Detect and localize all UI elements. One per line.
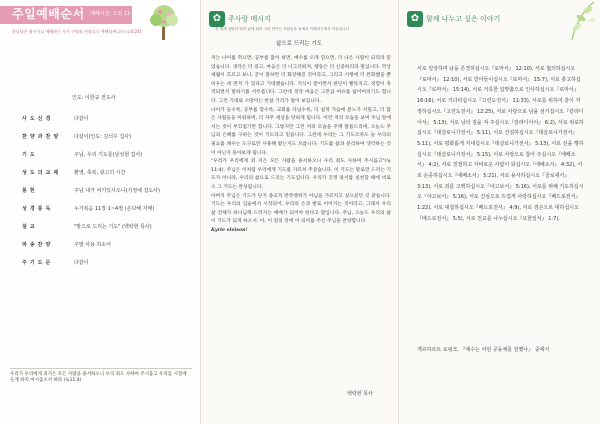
verse-text: 우리가 우리에게 죄지은 모든 사람을 용서하오니 우리 죄도 사하여 주시옵고 우리를 시험에 들게 하지 마시옵소서 하라 (눅11:4) xyxy=(10,368,192,384)
order-row xyxy=(22,169,194,187)
order-label: 설교 xyxy=(22,224,38,230)
leaf-branch-icon xyxy=(554,0,600,46)
sprout-icon: ✿ xyxy=(209,11,225,27)
order-value: 누가복음 11장 1~4절 (손다해 자매) xyxy=(74,206,155,212)
order-row xyxy=(22,241,194,259)
header-subtitle: 하나님은 영이시니 예배하는 자가 신령과 진정으로 예배할찌니라 (요4:24) xyxy=(12,29,142,34)
order-row xyxy=(22,259,194,277)
sermon-paragraph: "우리가 우리에게 죄 지은 모든 사람을 용서하오니 우리 죄도 사하여 주시옵고"(눅11:4). 주님은 이처럼 우리에게 기도를 가르쳐 주셨습니다. 이 기도는 말로만 드리는 기도가 아니라, 우리의 삶으로 드리는 기도입니다. 우리가 진정 용서를 실천할 때에 비로소 그 기도는 완성됩니다. xyxy=(211,159,391,190)
order-value: 환영, 축복, 광고의 시간 xyxy=(74,170,126,176)
order-value: 다같이 xyxy=(74,116,89,122)
header-banner xyxy=(0,0,200,44)
sermon-paragraph: 아버지 주님은 기도가 단지 종교적 반복행위가 아님을 가르치고 싶으셨던 것 같습니다. 기도는 우리의 입술에서 시작되어, 우리의 손과 발로 이어지는 것이라고, 그래서 우리 삶 전체가 하나님께 드려지는 예배가 되어야 한다고 말입니다. 주님, 오늘도 우리의 삶이 기도가 되게 하소서. 아, 이 길의 앞에 이 의미를 주신 주님을 찬양합니다. xyxy=(211,193,391,225)
sermon-paragraph: 저는 나이를 먹으면, 공부를 많이 하면, 예수를 오래 믿으면, 더 나은 사람이 되리라 믿었습니다. 생각은 더 깊고, 마음은 더 너그러워져, 행동은 더 신중하리라 말입니다. 막상 세월이 흐르고 보니, 굳이 말하면 더 화장해진 것이라고, 그리고 시행에 더 완화했을 뿐 비우는 데 먼저 가 있다고 기대했습니다. 지식이 쌓이면서 판단이 빨라지고, 경험이 축적되면서 말하기를 서두릅니다. 그런데 정작 마음은 그만큼 여유를 잃어버리기도 합니다. 그런 기대와 소망이는 한참 거리가 멀어 보입니다. xyxy=(211,56,391,104)
sermon-closing: Kyrie eleison! xyxy=(211,227,248,233)
sharing-panel xyxy=(399,0,600,424)
order-row xyxy=(22,187,194,205)
sharing-paragraph: 서로 일앙하며 남을 존경하십시오『로마서』 12:10), 서로 협의하십시오『로마서』 12:10), 서로 받아들이십시오『로마서』 15:7), 서로 충고하십시오『로마서』 15:14), 서로 거룩한 입맞춤으로 인사하십시오『로마서』 16:16), 서로 기다리십시오『고린도전서』 11:33), 서로를 위하여 같이 걱정하십시오『고린도전서』 12:25), 서로 사랑으로 남을 섬기십시오『갈라디아서』 5:13), 서로 남의 짐을 져 주십시오『갈라디아서』 6:2), 서로 위로하십시오『데살로니가전서』 5:11), 서로 건설하십시오『데살로니가전서』 5:11), 서로 평화롭게 지내십시오『데살로니가전서』 5:13), 서로 선을 행하십시오『데살로니가전서』 5:15), 서로 사랑으로 참아 주십시오『에베소서』 4:2), 서로 친절하고 자비로운 사람이 되십시오『에베소서』 4:32), 서로 순종하십시오『에베소서』 5:21), 서로 용서하십시오『골로새서』 3:13), 서로 죄를 고백하십시오『야고보서』 5:16), 서로를 위해 기도하십시오『야고보서』 5:16), 서로 진심으로 뜨겁게 사랑하십시오『베드로전서』 1:22), 서로 대접하십시오『베드로전서』 4:9), 서로 겸손으로 대하십시오『베드로전서』 5:5), 서로 친교를 나누십시오『요한일서』 1:7). xyxy=(417,66,584,222)
worship-leader: 인도: 이한규 전도사 xyxy=(72,95,116,101)
order-row xyxy=(22,133,194,151)
order-value: 다같이(인도: 김석우 집사) xyxy=(74,134,132,140)
order-label: 성도의교제 xyxy=(22,170,62,176)
sermon-subheading: 전 세계 열방과 영과 삶에 위하 고리 만이든 사람들을 돌에서 이해하는에서 이상입니다 xyxy=(215,27,350,31)
order-value: 다같이 xyxy=(74,260,89,266)
sermon-signature: 백락현 목사 xyxy=(347,391,373,397)
sermon-body xyxy=(211,55,391,235)
sprout-icon: ✿ xyxy=(407,11,423,27)
scripture-verse xyxy=(10,368,192,384)
order-label: 사도신경 xyxy=(22,116,54,122)
order-row xyxy=(22,205,194,223)
order-label: 봉헌 xyxy=(22,188,38,194)
worship-time: 예배시간: 오전 11시 xyxy=(90,11,136,17)
page-title: 주일예배순서 xyxy=(12,7,85,21)
order-value: "말으로 드리는 기도" (백락현 목사) xyxy=(74,224,152,230)
sermon-heading xyxy=(209,8,271,27)
sharing-body xyxy=(417,64,585,225)
sermon-title: 삶으로 드리는 기도 xyxy=(275,41,322,47)
tree-icon xyxy=(146,2,182,42)
order-value: 주발 사용 하소서 xyxy=(74,242,111,248)
order-row xyxy=(22,115,194,133)
order-label: 성경봉독 xyxy=(22,206,54,212)
order-value: 주님 내가 여기있사오니(지정예 집도사) xyxy=(74,188,160,194)
sermon-panel xyxy=(201,0,397,424)
worship-order-panel xyxy=(0,0,200,424)
worship-order-list xyxy=(22,115,194,277)
sermon-paragraph: 나이가 들수록, 공부를 할수록, 교회를 다닐수록, 더 쉽게 가슴에 분노가 치밀고, 더 많은 사람들을 미워하며, 더 자주 세상을 탓하게 됩니다. 이런 저의 모습을 보며 주님 앞에 서는 것이 부끄럽기만 합니다. 그렇지만 그런 저의 모습을 주께 말씀드리며, 오늘도 주님의 은혜를 구하는 것이 기도라고 믿습니다. 그런데 우리는 그 기도조차도 늘 우리의 필요를 채우는 도구로만 사용해 왔는지도 모릅니다. 기도를 삶과 분리하여 생각하는 것이 아닌지 돌아보게 됩니다. xyxy=(211,107,391,156)
order-value: 주님, 우리 기도를(남성현 집사) xyxy=(74,152,143,158)
order-row xyxy=(22,151,194,169)
sharing-heading-text: 함께 나누고 싶은 이야기 xyxy=(426,14,501,23)
order-label: 주기도문 xyxy=(22,260,54,266)
sharing-source: 게르하르트 로핑크, 『예수는 어떤 공동체를 원했나』 중에서 xyxy=(417,347,550,353)
order-label: 파송찬양 xyxy=(22,242,54,248)
sharing-heading xyxy=(407,8,500,27)
sermon-heading-text: 주사랑 메시지 xyxy=(228,14,271,23)
order-label: 찬양과찬양 xyxy=(22,134,62,140)
order-label: 기도 xyxy=(22,152,38,158)
order-row xyxy=(22,223,194,241)
